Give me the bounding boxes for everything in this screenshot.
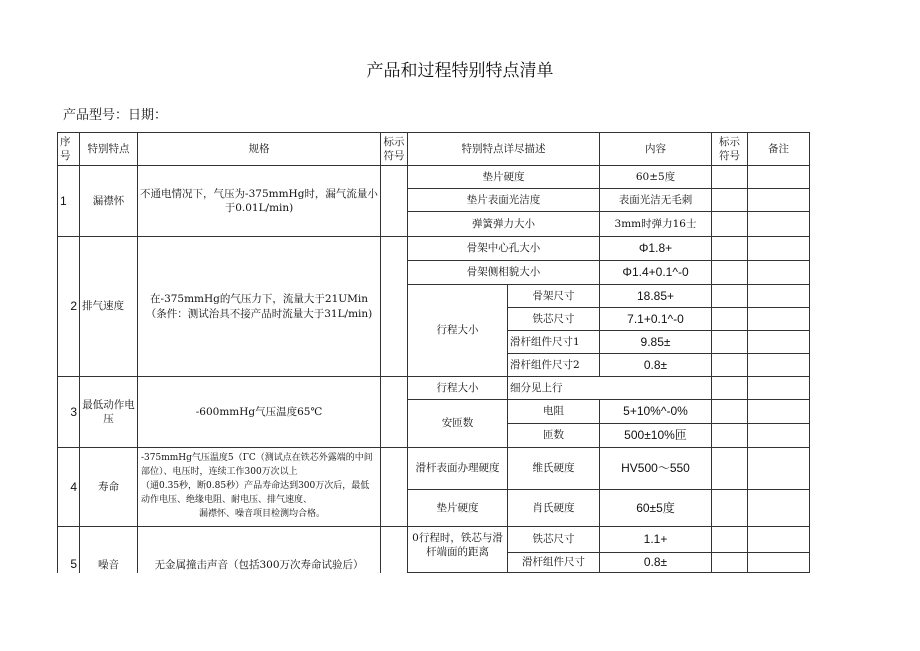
header-content: 内容 <box>600 133 712 166</box>
spec-line: 动作电压、绝缘电阻、耐电压、排气速度、 <box>141 494 313 505</box>
sub-desc: 维氏硬度 <box>508 448 600 490</box>
item-content: 1.1+ <box>600 527 712 553</box>
group-label: 0行程时，铁芯与滑杆端面的距离 <box>408 527 508 573</box>
item-remark <box>748 261 810 285</box>
header-remark: 备注 <box>748 133 810 166</box>
row-symbol <box>381 166 408 237</box>
item-symbol <box>712 308 748 331</box>
item-desc: 垫片硬度 <box>408 490 508 527</box>
table-row <box>58 377 810 400</box>
table-row <box>58 527 810 553</box>
row-symbol <box>381 527 408 573</box>
item-symbol <box>712 490 748 527</box>
item-symbol <box>712 553 748 573</box>
item-remark <box>748 354 810 377</box>
table-row <box>58 237 810 261</box>
header-feature: 特别特点 <box>80 133 138 166</box>
header-symbol2: 标示符号 <box>712 133 748 166</box>
item-desc: 行程大小 <box>408 377 508 400</box>
row-feature: 最低动作电压 <box>80 377 138 448</box>
item-remark <box>748 400 810 424</box>
item-symbol <box>712 261 748 285</box>
sub-desc: 滑杆组件尺寸2 <box>508 354 600 377</box>
item-content: 500±10%匝 <box>600 424 712 448</box>
sub-desc: 匝数 <box>508 424 600 448</box>
sub-desc: 电阻 <box>508 400 600 424</box>
row-spec <box>138 448 381 527</box>
item-remark <box>748 377 810 400</box>
item-content: 表面光洁无毛刺 <box>600 189 712 212</box>
item-content: Φ1.4+0.1^-0 <box>600 261 712 285</box>
item-content: 18.85+ <box>600 285 712 308</box>
spec-line: -375mmHg气压温度5（ΓC（测试点在铁芯外露端的中间 <box>141 453 373 464</box>
row-feature: 排气速度 <box>80 237 138 377</box>
row-feature: 寿命 <box>80 448 138 527</box>
sub-desc: 滑杆组件尺寸 <box>508 553 600 573</box>
row-feature: 噪音 <box>80 527 138 573</box>
item-remark <box>748 189 810 212</box>
item-symbol <box>712 331 748 354</box>
item-content: 3mm时弹力16士 <box>600 212 712 237</box>
item-desc: 弹簧弹力大小 <box>408 212 600 237</box>
item-remark <box>748 237 810 261</box>
item-desc: 骨架侧相貌大小 <box>408 261 600 285</box>
item-remark <box>748 166 810 189</box>
header-symbol: 标示符号 <box>381 133 408 166</box>
row-spec: 无金属撞击声音（包括300万次寿命试验后） <box>138 527 381 573</box>
sub-desc: 肖氏硬度 <box>508 490 600 527</box>
item-content: 60±5度 <box>600 490 712 527</box>
item-content: 60±5度 <box>600 166 712 189</box>
item-remark <box>748 285 810 308</box>
item-remark <box>748 553 810 573</box>
item-symbol <box>712 237 748 261</box>
sub-desc: 铁芯尺寸 <box>508 527 600 553</box>
item-desc: 滑杆表面办理硬度 <box>408 448 508 490</box>
item-remark <box>748 331 810 354</box>
item-remark <box>748 308 810 331</box>
item-content: 细分见上行 <box>508 377 712 400</box>
row-symbol <box>381 448 408 527</box>
header-seq: 序号 <box>58 133 80 166</box>
item-remark <box>748 490 810 527</box>
header-row <box>58 133 810 166</box>
header-spec: 规格 <box>138 133 381 166</box>
item-symbol <box>712 166 748 189</box>
sub-desc: 铁芯尺寸 <box>508 308 600 331</box>
table-row <box>58 448 810 490</box>
item-symbol <box>712 527 748 553</box>
sub-desc: 骨架尺寸 <box>508 285 600 308</box>
item-symbol <box>712 189 748 212</box>
item-symbol <box>712 448 748 490</box>
row-symbol <box>381 377 408 448</box>
row-seq: 1 <box>58 166 80 237</box>
item-symbol <box>712 377 748 400</box>
item-content: 0.8± <box>600 553 712 573</box>
group-label: 安匝数 <box>408 400 508 448</box>
table-row <box>58 166 810 189</box>
row-spec: -600mmHg气压温度65℃ <box>138 377 381 448</box>
item-remark <box>748 212 810 237</box>
group-label: 行程大小 <box>408 285 508 377</box>
row-seq: 5 <box>58 527 80 573</box>
header-detail: 特别特点详尽描述 <box>408 133 600 166</box>
row-seq: 3 <box>58 377 80 448</box>
item-symbol <box>712 354 748 377</box>
item-symbol <box>712 212 748 237</box>
item-content: 9.85± <box>600 331 712 354</box>
item-desc: 骨架中心孔大小 <box>408 237 600 261</box>
item-content: 0.8± <box>600 354 712 377</box>
item-content: HV500～550 <box>600 448 712 490</box>
row-feature: 漏襟怀 <box>80 166 138 237</box>
item-content: 5+10%^-0% <box>600 400 712 424</box>
row-spec: 在-375mmHg的气压力下，流量大于21UMin（条件：测试治具不接产品时流量大于31L/min) <box>138 237 381 377</box>
row-symbol <box>381 237 408 377</box>
spec-line: 部位）、电压时，连续工作300万次以上 <box>141 467 298 478</box>
item-desc: 垫片硬度 <box>408 166 600 189</box>
item-content: 7.1+0.1^-0 <box>600 308 712 331</box>
item-content: Φ1.8+ <box>600 237 712 261</box>
item-remark <box>748 424 810 448</box>
item-symbol <box>712 400 748 424</box>
item-desc: 垫片表面光洁度 <box>408 189 600 212</box>
row-seq: 4 <box>58 448 80 527</box>
item-remark <box>748 448 810 490</box>
row-seq: 2 <box>58 237 80 377</box>
spec-line: 漏襟怀、噪音项目检测均合格。 <box>199 508 326 519</box>
product-model-date-line: 产品型号：日期： <box>63 108 168 123</box>
special-characteristics-table <box>57 132 810 573</box>
document-title: 产品和过程特别特点清单 <box>366 61 554 81</box>
row-spec: 不通电情况下，气压为-375mmHg时，漏气流量小于0.01L/min) <box>138 166 381 237</box>
sub-desc: 滑杆组件尺寸1 <box>508 331 600 354</box>
spec-line: （通0.35秒，断0.85秒）产品寿命达到300万次后，最低 <box>141 481 370 492</box>
item-symbol <box>712 424 748 448</box>
item-remark <box>748 527 810 553</box>
item-symbol <box>712 285 748 308</box>
